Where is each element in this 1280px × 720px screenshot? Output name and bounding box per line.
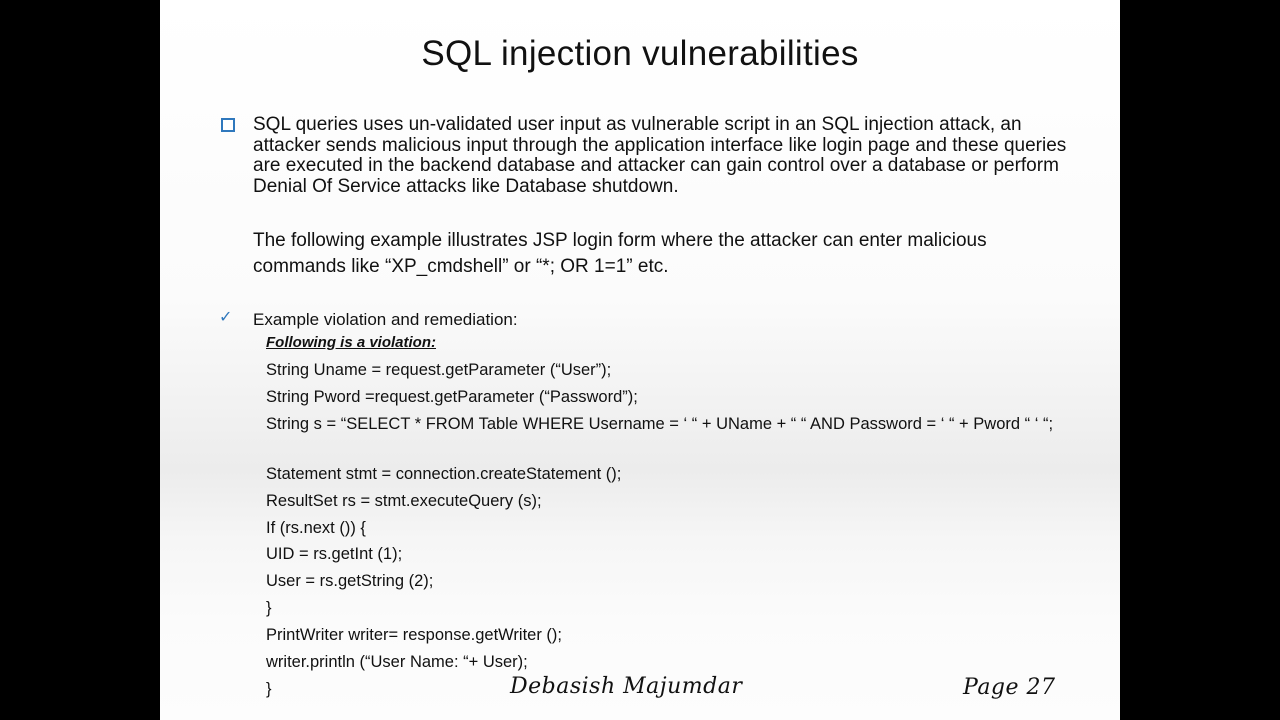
violation-heading: Following is a violation: [266,334,437,351]
code-line: ResultSet rs = stmt.executeQuery (s); [266,492,542,510]
code-line: If (rs.next ()) { [266,519,366,537]
example-label: Example violation and remediation: [253,310,518,329]
code-line: } [266,599,272,617]
presentation-slide [160,0,1120,720]
code-line: } [266,680,272,698]
code-line: writer.println (“User Name: “+ User); [266,653,528,671]
code-line: User = rs.getString (2); [266,572,434,590]
code-line: Statement stmt = connection.createStatement (); [266,465,622,483]
footer-author: Debasish Majumdar [510,674,743,699]
slide-title: SQL injection vulnerabilities [421,34,859,73]
square-bullet-icon [221,118,235,132]
code-line: String s = “SELECT * FROM Table WHERE Username = ‘ “ + UName + “ “ AND Password = ‘ “ + Pword “ ‘ “; [266,415,1054,433]
code-line: String Uname = request.getParameter (“User”); [266,361,612,379]
example-paragraph: The following example illustrates JSP login form where the attacker can enter malicious commands like “XP_cmdshell” or “*; OR 1=1” etc. [253,230,987,277]
code-line: PrintWriter writer= response.getWriter (); [266,626,563,644]
footer-page-number: Page 27 [963,675,1056,700]
code-line: UID = rs.getInt (1); [266,545,403,563]
code-line: String Pword =request.getParameter (“Password”); [266,388,638,406]
checkmark-icon: ✓ [219,307,233,326]
intro-paragraph: SQL queries uses un-validated user input as vulnerable script in an SQL injection attack, an attacker sends malicious input through the application interface like login page and these queries are executed in the backend database and attacker can gain control over a database or perform Denial Of Service attacks like Database shutdown. [253,114,1067,197]
